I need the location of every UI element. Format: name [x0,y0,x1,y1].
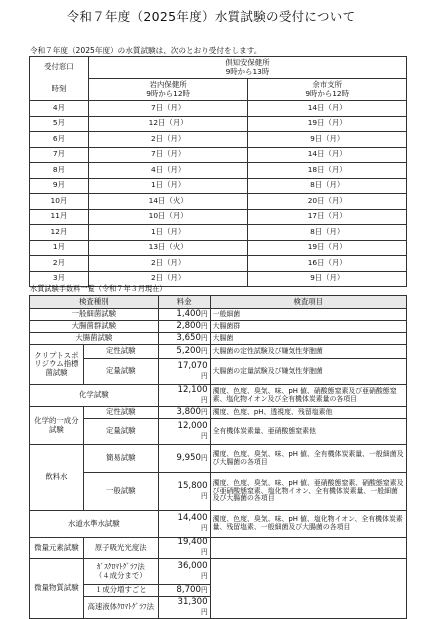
items-ecoli: 大腸菌 [210,333,406,345]
fee-chemical [158,385,210,407]
schedule-date-a: 2日（月） [88,256,248,272]
yen-unit: 円 [200,453,208,462]
items-trace-substance [210,559,406,619]
yen-unit: 円 [200,548,208,556]
fee-value: 2,800 [176,320,201,331]
schedule-date-b: 20日（月） [248,194,407,210]
schedule-row [30,101,407,117]
schedule-month: 7月 [30,147,89,163]
fee-value: 17,070 [177,360,208,371]
schedule-date-b: 18日（月） [248,163,407,179]
fee-type-crypto: クリプトスポリジウム指標菌試験 [30,345,84,385]
schedule-month: 9月 [30,178,89,194]
schedule-corner-bottom: 時刻 [51,84,67,93]
schedule-month: 1月 [30,240,89,256]
fee-subtype-crypto-quant: 定量試験 [83,359,158,385]
schedule-date-b: 8日（月） [248,225,407,241]
fee-type-pool: 水道水準水試験 [30,511,159,538]
branch-name-1: 岩内保健所 [149,79,187,89]
fee-type-trace-substance: 微量物質試験 [30,559,84,619]
fee-type-drinking: 飲料水 [30,445,84,511]
schedule-date-a: 7日（月） [88,101,248,117]
yen-unit: 円 [200,395,208,404]
fee-chem-qual [158,407,210,419]
fee-drinking-simple [158,445,210,473]
items-coliform-group: 大腸菌群 [210,321,406,333]
fee-general-bacteria [158,309,210,321]
branch-header-2 [248,79,407,101]
schedule-row [30,147,407,163]
schedule-date-a: 2日（月） [88,271,248,287]
items-chemical: 濁度、色度、臭気、味、pH 値、硝酸態窒素及び亜硝酸態窒素、塩化物イオン及び全有機体炭素量の各項目 [210,385,406,407]
schedule-month: 5月 [30,116,89,132]
fee-value: 31,300 [177,596,208,607]
yen-unit: 円 [200,571,208,580]
yen-unit: 円 [200,309,208,318]
fee-method-gc [83,559,158,585]
schedule-row [30,163,407,179]
schedule-date-a: 7日（月） [88,147,248,163]
fee-value: 12,100 [177,384,208,395]
fee-gc [158,559,210,585]
fee-value: 1,400 [176,308,201,319]
schedule-date-b: 19日（月） [248,240,407,256]
yen-unit: 円 [200,431,208,440]
schedule-row [30,209,407,225]
schedule-month: 6月 [30,132,89,148]
schedule-date-a: 1日（月） [88,178,248,194]
fee-value: 9,950 [176,452,201,463]
gc-note: （４成分まで） [94,570,147,580]
fee-header-items: 検査項目 [210,296,406,309]
schedule-month: 3月 [30,271,89,287]
schedule-office-header [88,57,406,79]
yen-unit: 円 [200,585,208,594]
schedule-date-b: 19日（月） [248,116,407,132]
fee-subtype-drinking-simple: 簡易試験 [83,445,158,473]
fee-header-fee: 料金 [158,296,210,309]
items-chem-quant: 全有機体炭素量、亜硝酸態窒素他 [210,419,406,445]
gc-label: ｶﾞｽｸﾛﾏﾄｸﾞﾗﾌ法 [96,561,145,571]
yen-unit: 円 [200,607,208,616]
schedule-row [30,240,407,256]
fee-crypto-qual [158,345,210,359]
items-trace-element [210,538,406,559]
fee-type-trace-element: 微量元素試験 [30,538,84,559]
fee-drinking-general [158,473,210,511]
schedule-row [30,256,407,272]
schedule-corner-cell [30,57,89,101]
fee-table-caption: 水質試験手数料一覧（令和７年３月現在） [30,284,167,293]
intro-text: 令和７年度（2025年度）の水質試験は、次のとおり受付をします。 [30,46,262,55]
items-crypto-quant: 大腸菌の定量試験及び嫌気性芽胞菌 [210,359,406,385]
schedule-date-a: 12日（月） [88,116,248,132]
schedule-date-b: 14日（月） [248,147,407,163]
schedule-month: 8月 [30,163,89,179]
fee-type-ecoli: 大腸菌試験 [30,333,159,345]
fee-table [29,295,407,619]
yen-unit: 円 [200,407,208,416]
schedule-date-a: 10日（月） [88,209,248,225]
fee-pool [158,511,210,538]
schedule-row [30,116,407,132]
schedule-month: 4月 [30,101,89,117]
fee-value: 3,650 [176,332,201,343]
schedule-table [29,56,407,287]
schedule-date-b: 9日（月） [248,132,407,148]
fee-header-type: 検査種別 [30,296,159,309]
schedule-date-b: 17日（月） [248,209,407,225]
items-general-bacteria: 一般細菌 [210,309,406,321]
yen-unit: 円 [200,371,208,380]
schedule-date-b: 14日（月） [248,101,407,117]
schedule-date-b: 16日（月） [248,256,407,272]
schedule-date-a: 1日（月） [88,225,248,241]
schedule-row [30,132,407,148]
fee-subtype-drinking-general: 一般試験 [83,473,158,511]
branch-hours-2: 9時から12時 [305,88,350,98]
schedule-month: 10月 [30,194,89,210]
office-hours: 9時から13時 [225,66,270,76]
items-chem-qual: 濁度、色度、pH、透視度、残留塩素他 [210,407,406,419]
fee-type-chem-partial: 化学的一成分試験 [30,407,84,445]
fee-type-general-bacteria: 一般細菌試験 [30,309,159,321]
items-drinking-simple: 濁度、色度、臭気、味、pH 値、全有機体炭素量、一般細菌及び大腸菌の各項目 [210,445,406,473]
schedule-date-a: 4日（月） [88,163,248,179]
schedule-date-b: 8日（月） [248,178,407,194]
schedule-month: 12月 [30,225,89,241]
schedule-date-b: 9日（月） [248,271,407,287]
branch-hours-1: 9時から12時 [146,88,190,98]
fee-subtype-chem-quant: 定量試験 [83,419,158,445]
yen-unit: 円 [200,321,208,330]
schedule-row [30,178,407,194]
branch-name-2: 余市支所 [312,79,342,89]
schedule-date-a: 14日（火） [88,194,248,210]
fee-crypto-quant [158,359,210,385]
yen-unit: 円 [200,333,208,342]
fee-subtype-chem-qual: 定性試験 [83,407,158,419]
page-title: 令和７年度（2025年度）水質試験の受付について [66,9,356,24]
schedule-row [30,225,407,241]
yen-unit: 円 [200,524,208,532]
office-name: 倶知安保健所 [225,57,270,67]
schedule-date-a: 2日（月） [88,132,248,148]
fee-value: 36,000 [177,560,208,571]
fee-value: 19,400 [177,537,208,548]
schedule-month: 2月 [30,256,89,272]
fee-method-trace-element: 原子吸光光度法 [83,538,158,559]
fee-method-extra: １成分増すごと [83,585,158,597]
schedule-row [30,194,407,210]
fee-value: 15,800 [177,480,208,491]
schedule-date-a: 13日（火） [88,240,248,256]
fee-value: 5,200 [176,345,201,356]
fee-type-coliform-group: 大腸菌群試験 [30,321,159,333]
schedule-month: 11月 [30,209,89,225]
fee-hplc [158,597,210,619]
fee-coliform-group [158,321,210,333]
fee-value: 3,800 [176,406,201,417]
items-crypto-qual: 大腸菌の定性試験及び嫌気性芽胞菌 [210,345,406,359]
fee-ecoli [158,333,210,345]
items-drinking-general: 濁度、色度、臭気、味、pH 値、亜硝酸態窒素、硝酸態窒素及び亜硝酸態窒素、塩化物イオン、全有機体炭素量、一般細菌及び大腸菌の各項目 [210,473,406,511]
fee-trace-element [158,538,210,559]
fee-type-chemical: 化学試験 [30,385,159,407]
fee-chem-quant [158,419,210,445]
branch-header-1 [88,79,248,101]
fee-value: 14,400 [177,513,208,524]
fee-value: 8,700 [176,584,201,595]
yen-unit: 円 [200,491,208,500]
schedule-corner-top: 受付窓口 [44,62,74,72]
fee-value: 12,000 [177,420,208,431]
fee-subtype-crypto-qual: 定性試験 [83,345,158,359]
fee-method-hplc: 高速液体ｸﾛﾏﾄｸﾞﾗﾌ法 [83,597,158,619]
fee-extra [158,585,210,597]
yen-unit: 円 [200,346,208,355]
items-pool: 濁度、色度、臭気、味、pH 値、塩化物イオン、全有機体炭素量、残留塩素、一般細菌及び大腸菌の各項目 [210,511,406,538]
